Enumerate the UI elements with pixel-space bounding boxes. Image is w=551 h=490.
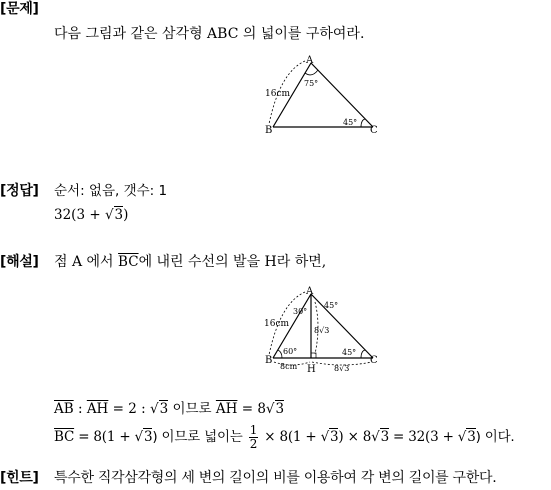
angle-hac-label: 45°	[324, 301, 339, 310]
solution-line2-root2: 3	[275, 401, 285, 417]
solution-line2-mid1: :	[73, 401, 87, 417]
solution-line3	[54, 424, 515, 451]
sqrt-symbol: √3	[149, 401, 169, 417]
segment-ah: $\overline{AH}$	[215, 401, 238, 417]
triangle-figure	[258, 54, 388, 136]
segment-ab: $\overline{AB}$	[54, 401, 74, 417]
solution-header: [해설]	[0, 254, 39, 270]
segment-ah: $\overline{AH}$	[86, 401, 109, 417]
solution-line3-b: ) 이므로 넓이는	[152, 429, 247, 445]
vertex-c: C	[370, 125, 378, 136]
side-ac	[311, 63, 373, 127]
fraction-one-half	[249, 424, 258, 451]
answer-value-suffix: )	[123, 207, 129, 223]
problem-text: 다음 그림과 같은 삼각형 ABC 의 넓이를 구하여라.	[54, 26, 365, 42]
solution-line3-e: = 32(3 +	[388, 429, 458, 445]
side-ab-length: 16cm	[264, 319, 290, 329]
ah-length: 8√3	[314, 326, 330, 335]
solution-line3-f: ) 이다.	[475, 429, 515, 445]
sqrt-symbol: √3	[134, 429, 153, 445]
sqrt-symbol: √3	[457, 429, 476, 445]
solution-line2-mid3: 이므로	[168, 401, 216, 417]
angle-b-label: 60°	[283, 347, 298, 356]
solution-line3-root3: 3	[380, 429, 389, 445]
answer-header: [정답]	[0, 183, 39, 199]
side-ab-length: 16cm	[265, 89, 291, 99]
solution-line2	[54, 400, 284, 418]
answer-value-prefix: 32(3 +	[54, 207, 105, 223]
sqrt-symbol: √3	[320, 429, 339, 445]
sqrt-symbol: √3	[104, 207, 124, 223]
angle-c-label: 45°	[343, 118, 358, 127]
segment-bc: $\overline{BC}$	[118, 254, 139, 270]
angle-c-label: 45°	[342, 348, 357, 357]
solution-line3-root4: 3	[467, 429, 476, 445]
hint-header: [힌트]	[0, 470, 39, 486]
angle-a-label: 75°	[304, 79, 319, 88]
solution-line2-root: 3	[159, 401, 169, 417]
vertex-b: B	[265, 355, 273, 366]
solution-line1-a: 점 A 에서	[54, 254, 119, 270]
problem-header: [문제]	[0, 1, 39, 17]
solution-line1	[54, 253, 326, 271]
vertex-h: H	[307, 364, 316, 374]
angle-c-arc	[361, 119, 365, 127]
vertex-b: B	[265, 125, 273, 136]
fraction-numerator: 1	[249, 423, 258, 437]
solution-line2-mid4: = 8	[237, 401, 266, 417]
solution-line1-b: 에 내린 수선의 발을 H라 하면,	[138, 254, 327, 270]
answer-value-root: 3	[114, 207, 124, 223]
triangle-figure-solution	[258, 284, 388, 374]
solution-line2-mid2: = 2 :	[108, 401, 150, 417]
angle-b-arc	[278, 350, 282, 358]
sqrt-symbol: √3	[371, 429, 389, 445]
solution-line3-c: × 8(1 +	[260, 429, 321, 445]
vertex-a: A	[306, 55, 314, 66]
segment-bc: $\overline{BC}$	[54, 429, 75, 445]
angle-c-arc	[361, 350, 365, 358]
solution-line3-a: = 8(1 +	[74, 429, 135, 445]
solution-line3-root2: 3	[330, 429, 339, 445]
bh-length: 8cm	[280, 362, 298, 371]
solution-line3-root1: 3	[143, 429, 153, 445]
vertex-c: C	[370, 355, 378, 366]
hint-text: 특수한 직각삼각형의 세 변의 길이의 비를 이용하여 각 변의 길이를 구한다.	[54, 470, 497, 486]
fraction-denominator: 2	[249, 437, 258, 451]
answer-meta: 순서: 없음, 갯수: 1	[54, 183, 168, 199]
vertex-a: A	[306, 286, 314, 297]
sqrt-symbol: √3	[265, 401, 285, 417]
hc-length: 8√3	[334, 364, 350, 373]
answer-value	[54, 206, 128, 224]
solution-line3-d: ) × 8	[338, 429, 372, 445]
angle-bah-label: 30°	[293, 307, 308, 316]
